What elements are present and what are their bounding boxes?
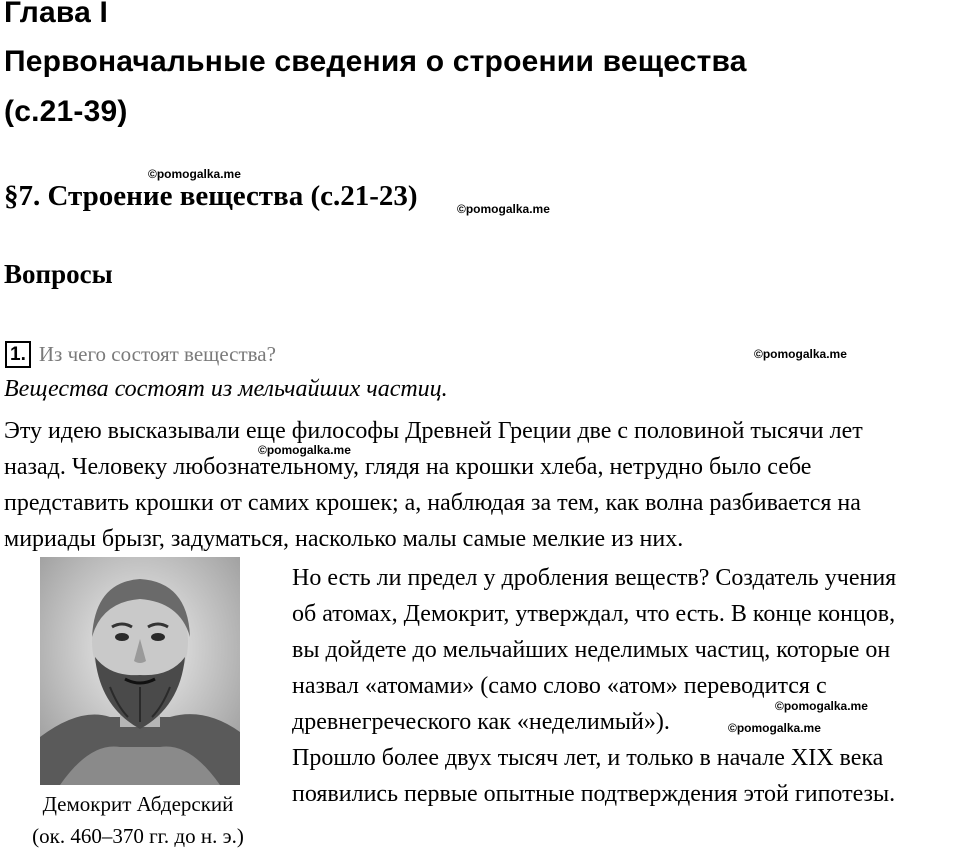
text-line: об атомах, Демокрит, утверждал, что есть. В конце концов, xyxy=(292,601,896,627)
question-text: Из чего состоят вещества? xyxy=(38,342,276,366)
text-line: Прошло более двух тысяч лет, и только в начале XIX века xyxy=(292,745,884,771)
question-row xyxy=(5,341,276,368)
text-line: Эту идею высказывали еще философы Древней Греции две с половиной тысячи лет xyxy=(4,418,863,444)
section-title: §7. Строение вещества (с.21-23) xyxy=(4,180,418,212)
watermark: ©pomogalka.me xyxy=(148,167,241,181)
watermark: ©pomogalka.me xyxy=(754,347,847,361)
caption-name: Демокрит Абдерский xyxy=(42,792,234,816)
text-line: Но есть ли предел у дробления веществ? Создатель учения xyxy=(292,565,897,591)
text-line: назвал «атомами» (само слово «атом» переводится с xyxy=(292,673,827,699)
text-line: представить крошки от самих крошек; а, наблюдая за тем, как волна разбивается на xyxy=(4,490,861,516)
text-line: мириады брызг, задуматься, насколько малы самые мелкие из них. xyxy=(4,526,684,552)
text-line: появились первые опытные подтверждения этой гипотезы. xyxy=(292,781,896,807)
text-line: древнегреческого как «неделимый»). xyxy=(292,709,670,735)
text-line: вы дойдете до мельчайших неделимых частиц, которые он xyxy=(292,637,891,663)
caption-dates: (ок. 460–370 гг. до н. э.) xyxy=(32,824,244,848)
watermark: ©pomogalka.me xyxy=(728,721,821,735)
chapter-heading: Глава I xyxy=(4,0,109,29)
watermark: ©pomogalka.me xyxy=(775,699,868,713)
chapter-title: Первоначальные сведения о строении вещества xyxy=(4,45,747,78)
text-line: назад. Человеку любознательному, глядя на крошки хлеба, нетрудно было себе xyxy=(4,454,812,480)
portrait-caption xyxy=(0,788,276,852)
chapter-pages: (с.21-39) xyxy=(4,95,128,128)
paragraph-2 xyxy=(292,560,896,740)
paragraph-3 xyxy=(292,740,895,812)
subheading: Вопросы xyxy=(4,259,113,289)
watermark: ©pomogalka.me xyxy=(258,443,351,457)
answer-italic: Вещества состоят из мельчайших частиц. xyxy=(4,376,448,402)
question-number: 1. xyxy=(5,341,31,368)
watermark: ©pomogalka.me xyxy=(457,202,550,216)
democritus-portrait xyxy=(40,557,240,785)
paragraph-1 xyxy=(4,413,863,557)
